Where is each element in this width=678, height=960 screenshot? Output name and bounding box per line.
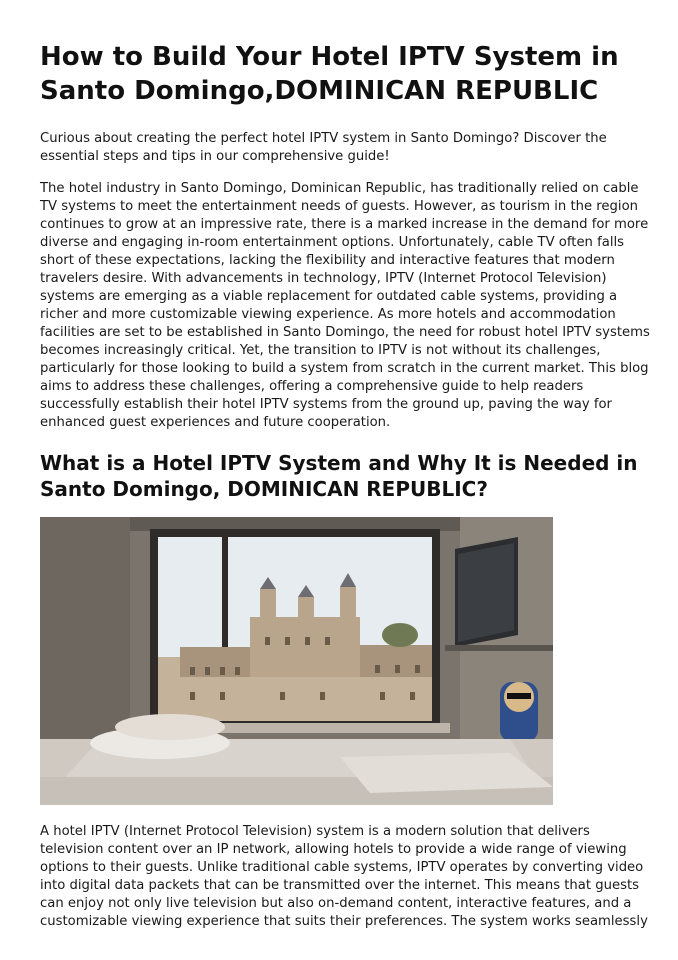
- hotel-room-photo: [40, 517, 553, 805]
- intro-paragraph: Curious about creating the perfect hotel IPTV system in Santo Domingo? Discover the essential steps and tips in our comprehensive guide!: [40, 131, 607, 164]
- tv-screen: [455, 537, 518, 647]
- body-paragraph-2: A hotel IPTV (Internet Protocol Television) system is a modern solution that delivers television content over an IP network, allowing hotels to provide a wide range of viewing options to their guests. Unlike traditional cable systems, IPTV operates by converting video into digital data packets that can be transmitted over the internet. This means that guests can enjoy not only live television but also on-demand content, interactive features, and a customizable viewing experience that suits their preferences. The system works seamlessly: [40, 824, 648, 929]
- section-heading: What is a Hotel IPTV System and Why It is Needed in Santo Domingo, DOMINICAN REPUBLIC?: [40, 451, 638, 501]
- page-title: How to Build Your Hotel IPTV System in Santo Domingo,DOMINICAN REPUBLIC: [40, 42, 619, 106]
- plush-toy: [500, 682, 538, 742]
- body-paragraph-1: The hotel industry in Santo Domingo, Dominican Republic, has traditionally relied on cable TV systems to meet the entertainment needs of guests. However, as tourism in the region continues to grow at an impressive rate, there is a marked increase in the demand for more diverse and engaging in-room entertainment options. Unfortunately, cable TV often falls short of these expectations, lacking the flexibility and interactive features that modern travelers desire. With advancements in technology, IPTV (Internet Protocol Television) systems are emerging as a viable replacement for outdated cable systems, providing a richer and more customizable viewing experience. As more hotels and accommodation facilities are set to be established in Santo Domingo, the need for robust hotel IPTV systems becomes increasingly critical. Yet, the transition to IPTV is not without its challenges, particularly for those looking to build a system from scratch in the current market. This blog aims to address these challenges, offering a comprehensive guide to help readers successfully establish their hotel IPTV systems from the ground up, paving the way for enhanced guest experiences and future cooperation.: [40, 181, 650, 430]
